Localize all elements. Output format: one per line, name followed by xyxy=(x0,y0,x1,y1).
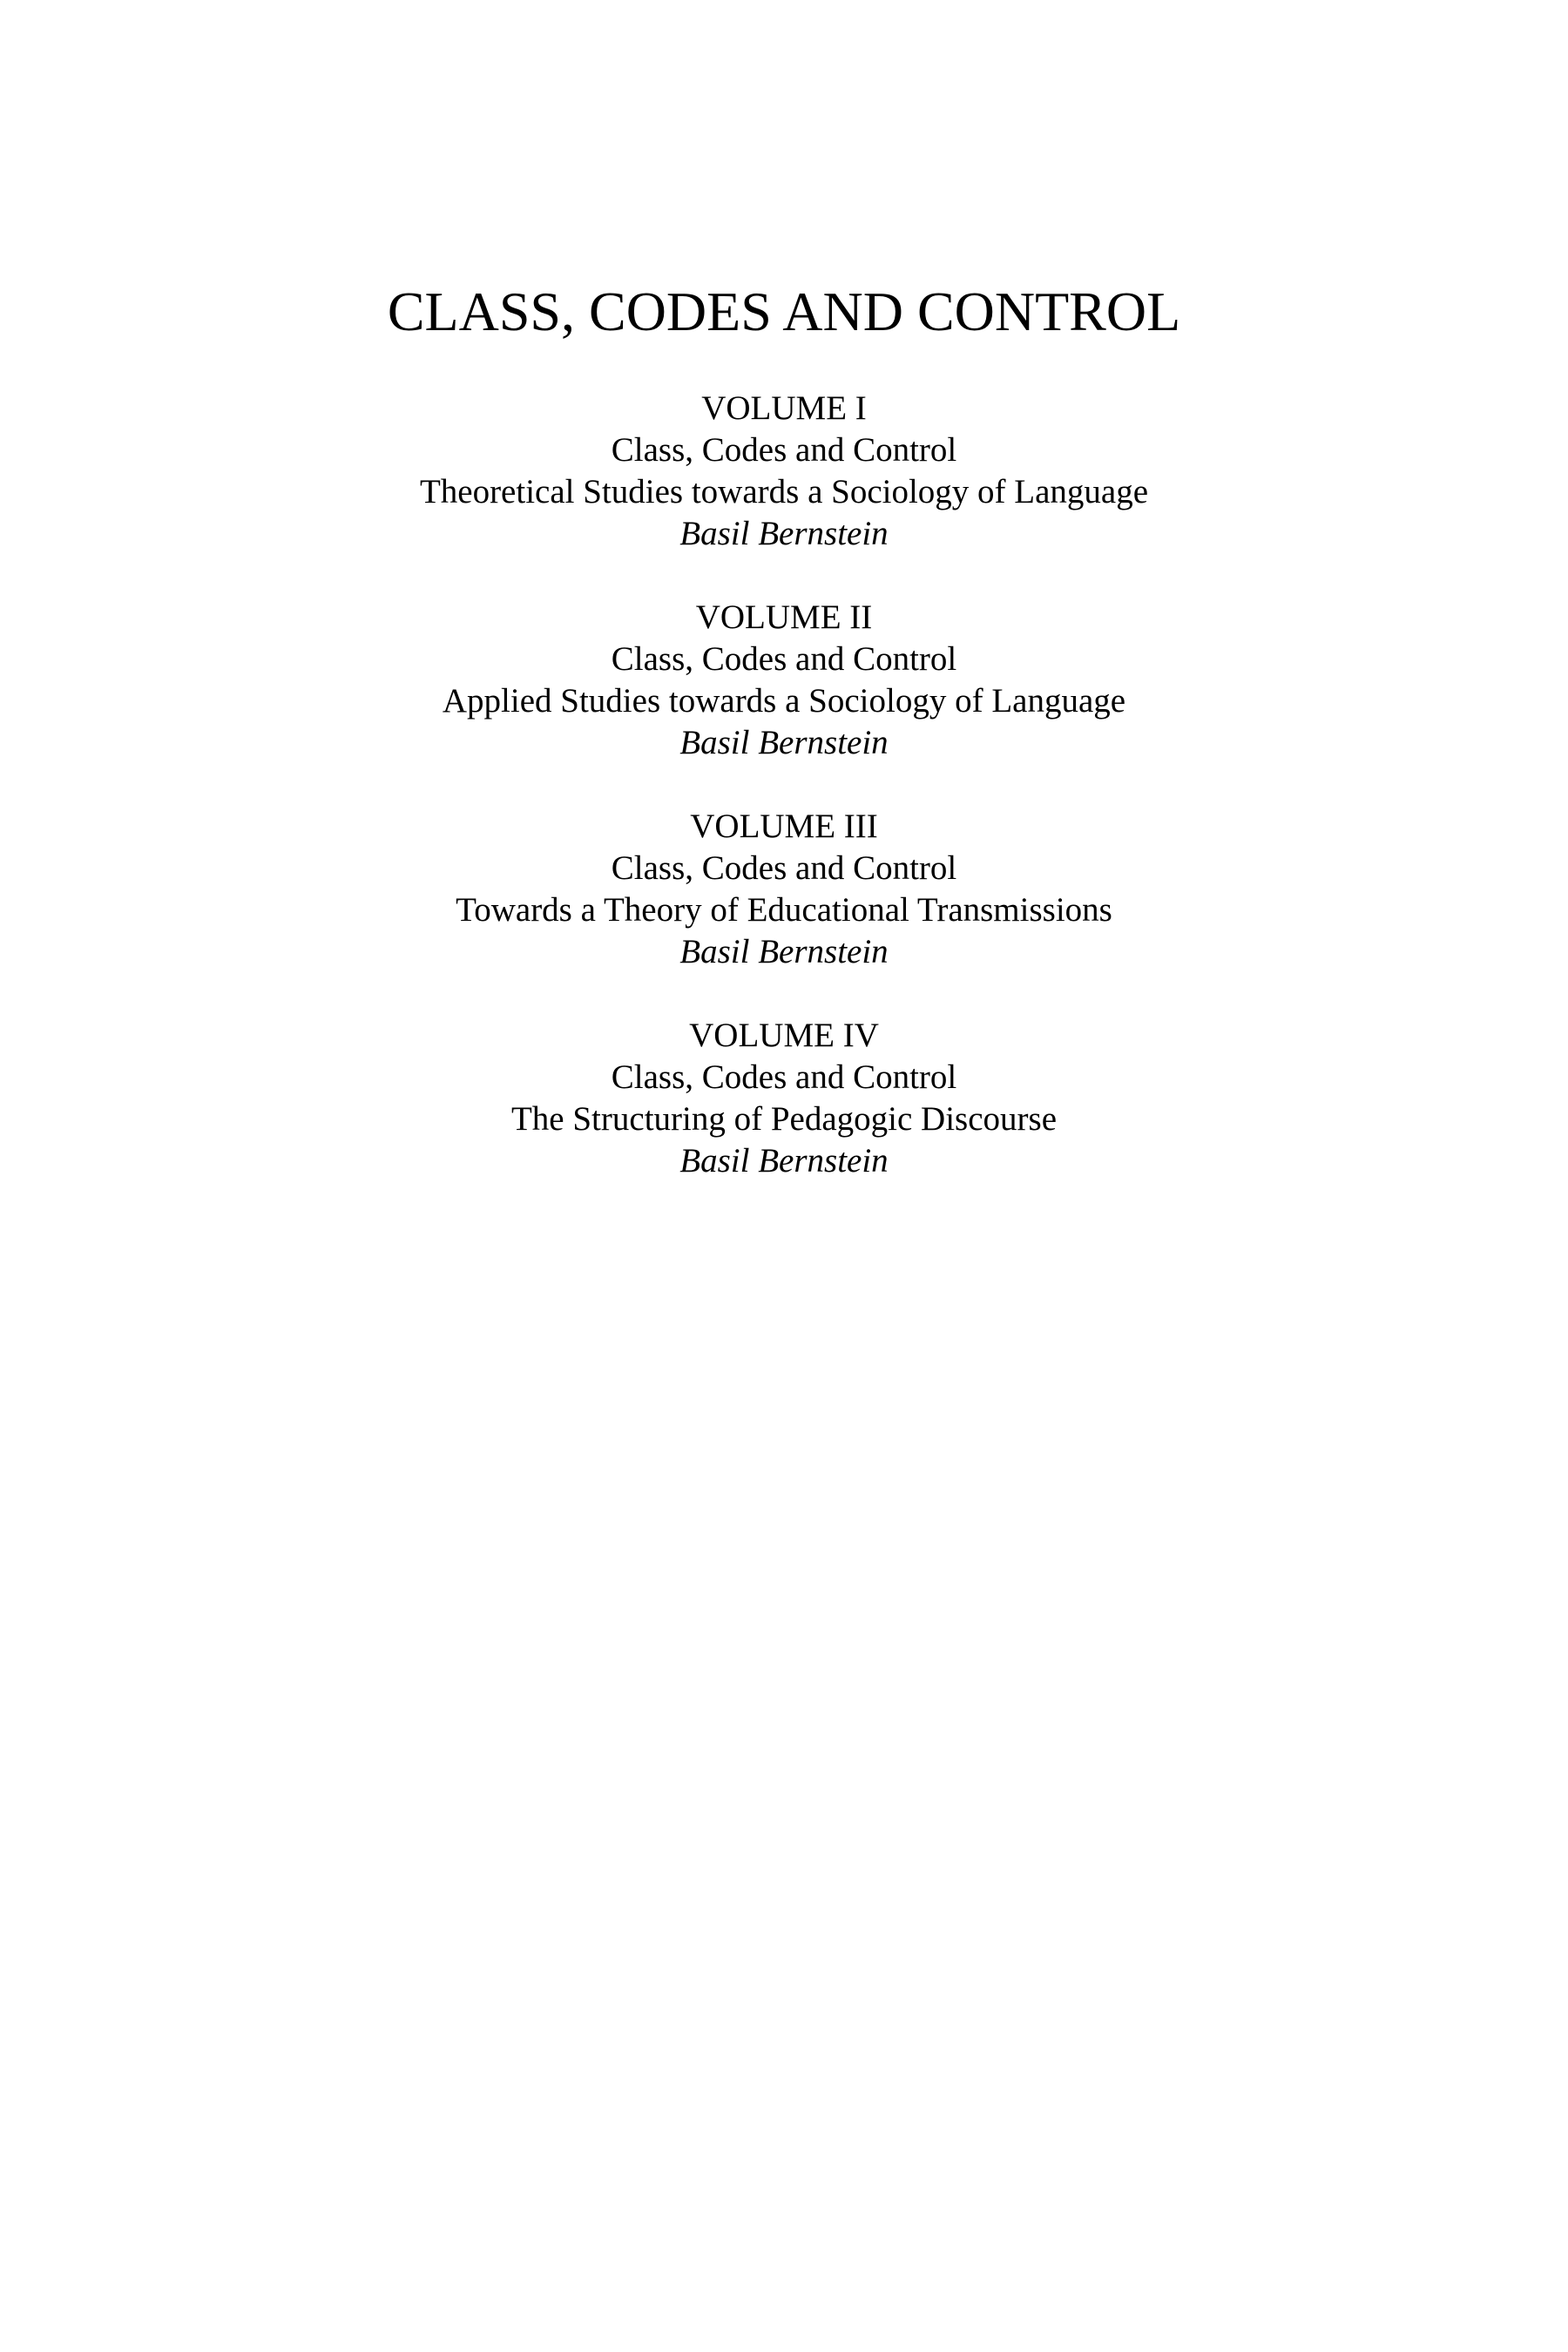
volume-subtitle: Towards a Theory of Educational Transmissions xyxy=(456,891,1112,929)
volume-title: Class, Codes and Control xyxy=(611,431,957,469)
volume-title: Class, Codes and Control xyxy=(611,849,957,887)
volume-label: VOLUME IV xyxy=(689,1017,879,1054)
volume-subtitle: Theoretical Studies towards a Sociology of Language xyxy=(419,473,1149,510)
volume-author: Basil Bernstein xyxy=(679,933,889,970)
volume-list xyxy=(0,388,1568,1224)
volume-label: VOLUME I xyxy=(701,389,867,427)
volume-title: Class, Codes and Control xyxy=(611,640,957,678)
volume-title: Class, Codes and Control xyxy=(611,1058,957,1096)
volume-subtitle: Applied Studies towards a Sociology of Language xyxy=(442,682,1126,720)
volume-entry-1 xyxy=(0,388,1568,555)
volume-entry-4 xyxy=(0,1015,1568,1182)
series-title: CLASS, CODES AND CONTROL xyxy=(387,280,1181,342)
volume-entry-3 xyxy=(0,806,1568,973)
volume-label: VOLUME III xyxy=(690,808,878,845)
volume-author: Basil Bernstein xyxy=(679,724,889,761)
volume-author: Basil Bernstein xyxy=(679,1142,889,1179)
volume-label: VOLUME II xyxy=(695,598,873,636)
volume-author: Basil Bernstein xyxy=(679,515,889,552)
volume-subtitle: The Structuring of Pedagogic Discourse xyxy=(510,1100,1058,1138)
volume-entry-2 xyxy=(0,597,1568,764)
